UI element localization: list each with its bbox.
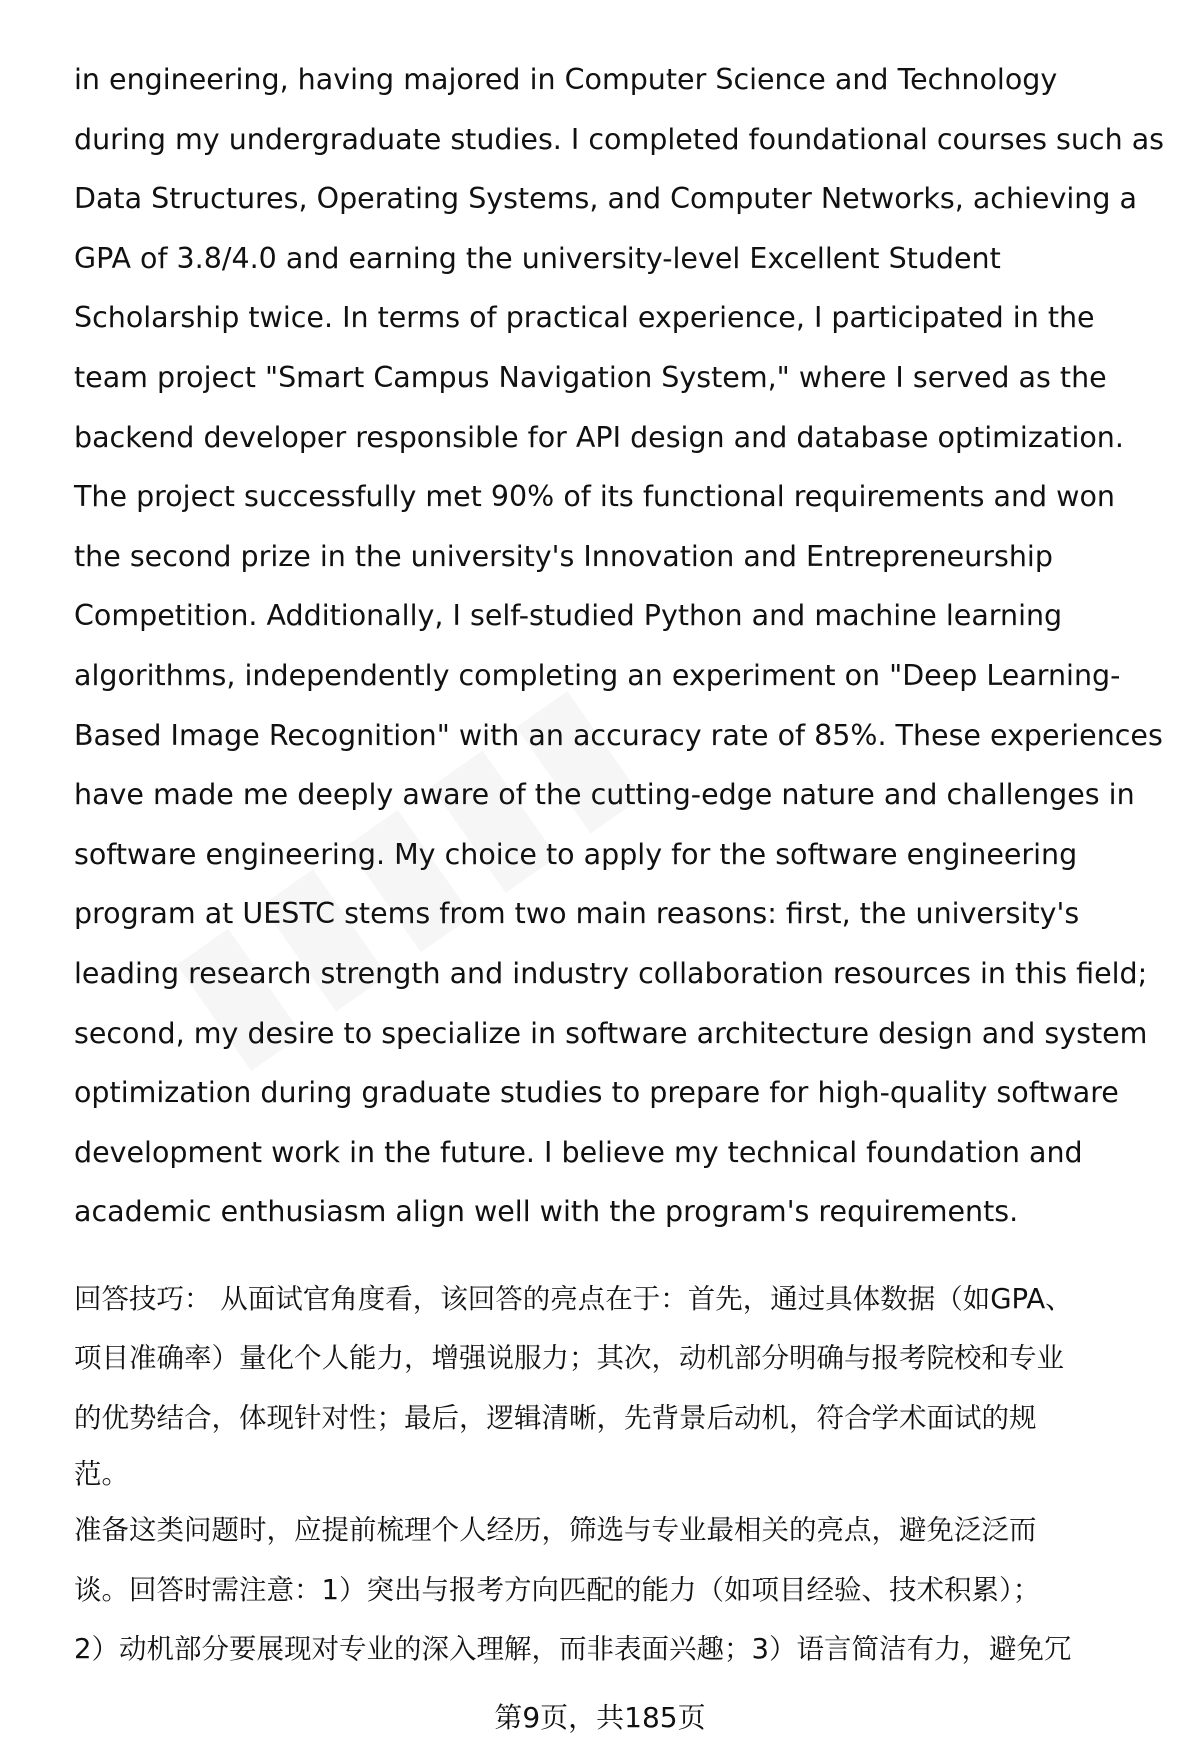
text-line: 谈。回答时需注意：1）突出与报考方向匹配的能力（如项目经验、技术积累）； (74, 1573, 1041, 1606)
text-line: academic enthusiasm align well with the program's requirements. (74, 1195, 1019, 1229)
text-line: Scholarship twice. In terms of practical experience, I participated in the (74, 301, 1095, 335)
text-line: Based Image Recognition" with an accuracy rate of 85%. These experiences (74, 718, 1163, 752)
text-line: 准备这类问题时，应提前梳理个人经历，筛选与专业最相关的亮点，避免泛泛而 (74, 1514, 1037, 1547)
text-line: in engineering, having majored in Computer Science and Technology (74, 63, 1058, 96)
text-line: have made me deeply aware of the cutting-edge nature and challenges in (74, 778, 1135, 812)
page-content (74, 50, 1164, 1680)
text-line: GPA of 3.8/4.0 and earning the university-level Excellent Student (74, 241, 1001, 275)
text-line: program at UESTC stems from two main reasons: first, the university's (74, 897, 1080, 931)
text-line: development work in the future. I believe my technical foundation and (74, 1135, 1083, 1169)
text-line: second, my desire to specialize in software architecture design and system (74, 1016, 1148, 1050)
text-line: 回答技巧： 从面试官角度看，该回答的亮点在于：首先，通过具体数据（如GPA、 (74, 1282, 1073, 1315)
text-line: team project "Smart Campus Navigation System," where I served as the (74, 360, 1107, 394)
text-line: Data Structures, Operating Systems, and Computer Networks, achieving a (74, 182, 1137, 216)
text-line: 的优势结合，体现针对性；最后，逻辑清晰，先背景后动机，符合学术面试的规 (74, 1401, 1037, 1434)
text-line: leading research strength and industry collaboration resources in this field; (74, 956, 1148, 990)
text-line: The project successfully met 90% of its functional requirements and won (74, 480, 1115, 514)
text-line: the second prize in the university's Innovation and Entrepreneurship (74, 539, 1053, 573)
text-line: algorithms, independently completing an experiment on "Deep Learning- (74, 658, 1121, 692)
text-line: Competition. Additionally, I self-studied Python and machine learning (74, 599, 1063, 633)
text-line: 2）动机部分要展现对专业的深入理解，而非表面兴趣；3）语言简洁有力，避免冗 (74, 1633, 1072, 1666)
text-line: 范。 (74, 1458, 129, 1491)
text-line: optimization during graduate studies to prepare for high-quality software (74, 1076, 1119, 1110)
text-line: backend developer responsible for API design and database optimization. (74, 420, 1124, 454)
tips-paragraph (74, 1270, 1164, 1502)
page-number: 第9页，共185页 (494, 1701, 706, 1734)
preparation-paragraph (74, 1501, 1164, 1680)
text-line: 项目准确率）量化个人能力，增强说服力；其次，动机部分明确与报考院校和专业 (74, 1342, 1064, 1375)
answer-paragraph (74, 50, 1164, 1242)
text-line: during my undergraduate studies. I completed foundational courses such as (74, 122, 1165, 156)
text-line: software engineering. My choice to apply for the software engineering (74, 837, 1078, 871)
